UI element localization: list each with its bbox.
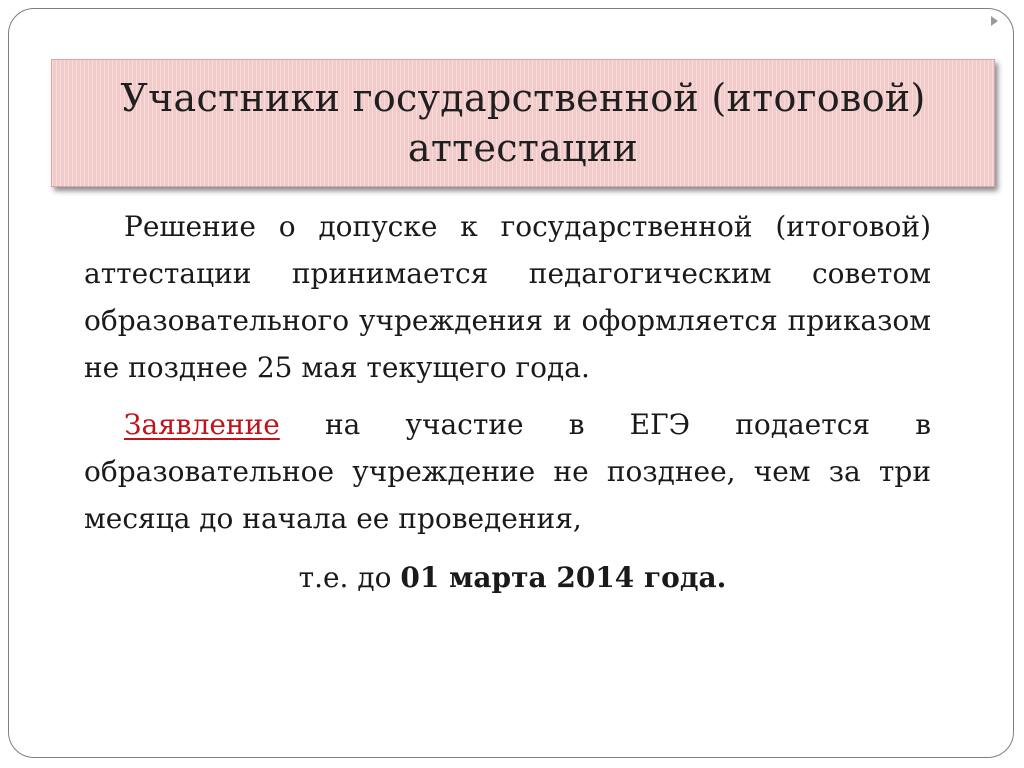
- admission-paragraph: Решение о допуске к государственной (итоговой) аттестации принимается педагогическим советом образовательного учреждения и оформляется приказом не позднее 25 мая текущего года.: [84, 210, 931, 384]
- deadline-prefix: т.е. до: [298, 561, 401, 594]
- deadline-line: [84, 554, 931, 601]
- slide-body: [84, 203, 931, 629]
- next-slide-arrow-icon[interactable]: [991, 16, 998, 26]
- application-link[interactable]: Заявление: [124, 408, 280, 441]
- deadline-date: 01 марта 2014 года.: [400, 561, 727, 594]
- application-text: на участие в ЕГЭ подается в образовательное учреждение не позднее, чем за три месяца до начала ее проведения,: [84, 408, 931, 535]
- application-paragraph: [84, 401, 931, 542]
- title-banner: [51, 59, 995, 187]
- slide-title: Участники государственной (итоговой) аттестации: [120, 76, 926, 170]
